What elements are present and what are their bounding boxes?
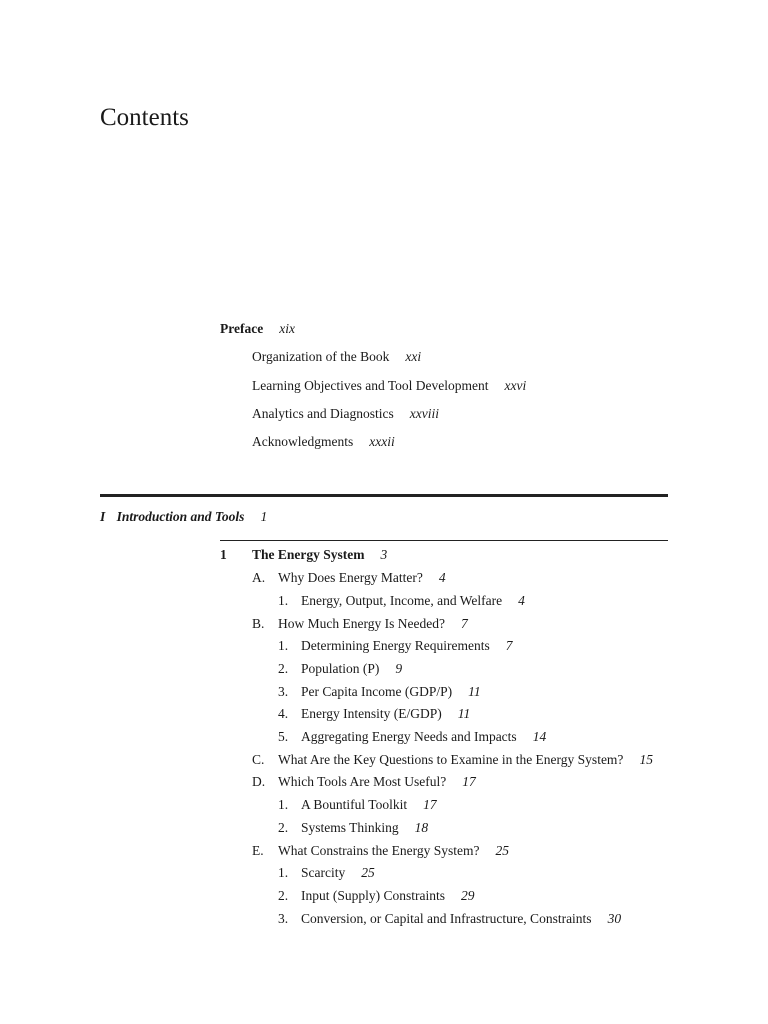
subsection-number: 1. — [278, 797, 289, 812]
toc-subsection — [278, 729, 546, 745]
toc-page: xxi — [405, 349, 422, 364]
section-page: 15 — [639, 752, 653, 767]
subsection-page: 18 — [414, 820, 429, 835]
section-letter: B. — [252, 616, 265, 631]
toc-preface-item — [252, 349, 421, 365]
subsection-label: A Bountiful Toolkit — [301, 797, 408, 812]
subsection-number: 1. — [278, 638, 289, 653]
preface-page: xix — [279, 321, 295, 336]
subsection-number: 2. — [278, 888, 289, 903]
toc-part — [100, 509, 267, 525]
part-divider — [100, 494, 668, 497]
subsection-page: 11 — [468, 684, 481, 699]
section-label: Why Does Energy Matter? — [278, 570, 423, 585]
chapter-number: 1 — [220, 547, 227, 562]
toc-preface-item — [252, 406, 439, 422]
toc-label: Analytics and Diagnostics — [252, 406, 394, 421]
subsection-label: Determining Energy Requirements — [301, 638, 490, 653]
toc-subsection — [278, 684, 481, 700]
subsection-number: 2. — [278, 661, 289, 676]
section-letter: A. — [252, 570, 266, 585]
subsection-number: 3. — [278, 684, 289, 699]
toc-chapter — [220, 547, 387, 563]
section-letter: E. — [252, 843, 264, 858]
subsection-label: Energy, Output, Income, and Welfare — [301, 593, 503, 608]
section-label: Which Tools Are Most Useful? — [278, 774, 447, 789]
subsection-number: 1. — [278, 865, 289, 880]
part-page: 1 — [260, 509, 268, 524]
toc-label: Acknowledgments — [252, 434, 354, 449]
subsection-number: 2. — [278, 820, 289, 835]
toc-subsection — [278, 865, 375, 881]
subsection-page: 7 — [505, 638, 513, 653]
toc-subsection — [278, 911, 621, 927]
chapter-divider — [220, 540, 668, 541]
subsection-number: 4. — [278, 706, 289, 721]
toc-page: xxxii — [369, 434, 395, 449]
subsection-label: Scarcity — [301, 865, 346, 880]
toc-section — [252, 774, 476, 790]
toc-label: Learning Objectives and Tool Development — [252, 378, 489, 393]
subsection-number: 1. — [278, 593, 289, 608]
subsection-number: 5. — [278, 729, 289, 744]
section-page: 7 — [460, 616, 468, 631]
subsection-number: 3. — [278, 911, 289, 926]
preface-label: Preface — [220, 321, 264, 336]
subsection-label: Energy Intensity (E/GDP) — [301, 706, 442, 721]
toc-section — [252, 843, 509, 859]
subsection-label: Per Capita Income (GDP/P) — [301, 684, 453, 699]
chapter-label: The Energy System — [252, 547, 365, 562]
toc-preface-item — [252, 378, 526, 394]
part-number: I — [100, 509, 106, 524]
subsection-page: 30 — [607, 911, 622, 926]
subsection-label: Conversion, or Capital and Infrastructure, Constraints — [301, 911, 592, 926]
subsection-label: Systems Thinking — [301, 820, 399, 835]
toc-section — [252, 570, 446, 586]
subsection-page: 17 — [423, 797, 437, 812]
toc-preface — [220, 321, 295, 337]
toc-section — [252, 752, 653, 768]
subsection-label: Input (Supply) Constraints — [301, 888, 445, 903]
section-page: 25 — [495, 843, 509, 858]
toc-preface-item — [252, 434, 395, 450]
subsection-label: Aggregating Energy Needs and Impacts — [301, 729, 517, 744]
section-page: 17 — [462, 774, 476, 789]
section-label: What Are the Key Questions to Examine in the Energy System? — [278, 752, 624, 767]
toc-subsection — [278, 888, 475, 904]
section-page: 4 — [438, 570, 446, 585]
toc-subsection — [278, 661, 402, 677]
toc-label: Organization of the Book — [252, 349, 390, 364]
toc-page: xxvi — [504, 378, 527, 393]
subsection-page: 11 — [457, 706, 471, 721]
section-letter: C. — [252, 752, 265, 767]
toc-subsection — [278, 797, 437, 813]
subsection-page: 25 — [361, 865, 375, 880]
section-label: How Much Energy Is Needed? — [278, 616, 445, 631]
toc-page: xxviii — [409, 406, 439, 421]
page-title: Contents — [100, 104, 189, 131]
section-letter: D. — [252, 774, 266, 789]
subsection-page: 9 — [395, 661, 403, 676]
toc-subsection — [278, 706, 470, 722]
subsection-page: 4 — [518, 593, 525, 608]
subsection-label: Population (P) — [301, 661, 380, 676]
subsection-page: 14 — [532, 729, 547, 744]
toc-section — [252, 616, 468, 632]
part-label: Introduction and Tools — [116, 509, 245, 524]
toc-subsection — [278, 593, 525, 609]
toc-subsection — [278, 820, 428, 836]
section-label: What Constrains the Energy System? — [278, 843, 480, 858]
chapter-page: 3 — [380, 547, 388, 562]
subsection-page: 29 — [461, 888, 475, 903]
toc-subsection — [278, 638, 512, 654]
